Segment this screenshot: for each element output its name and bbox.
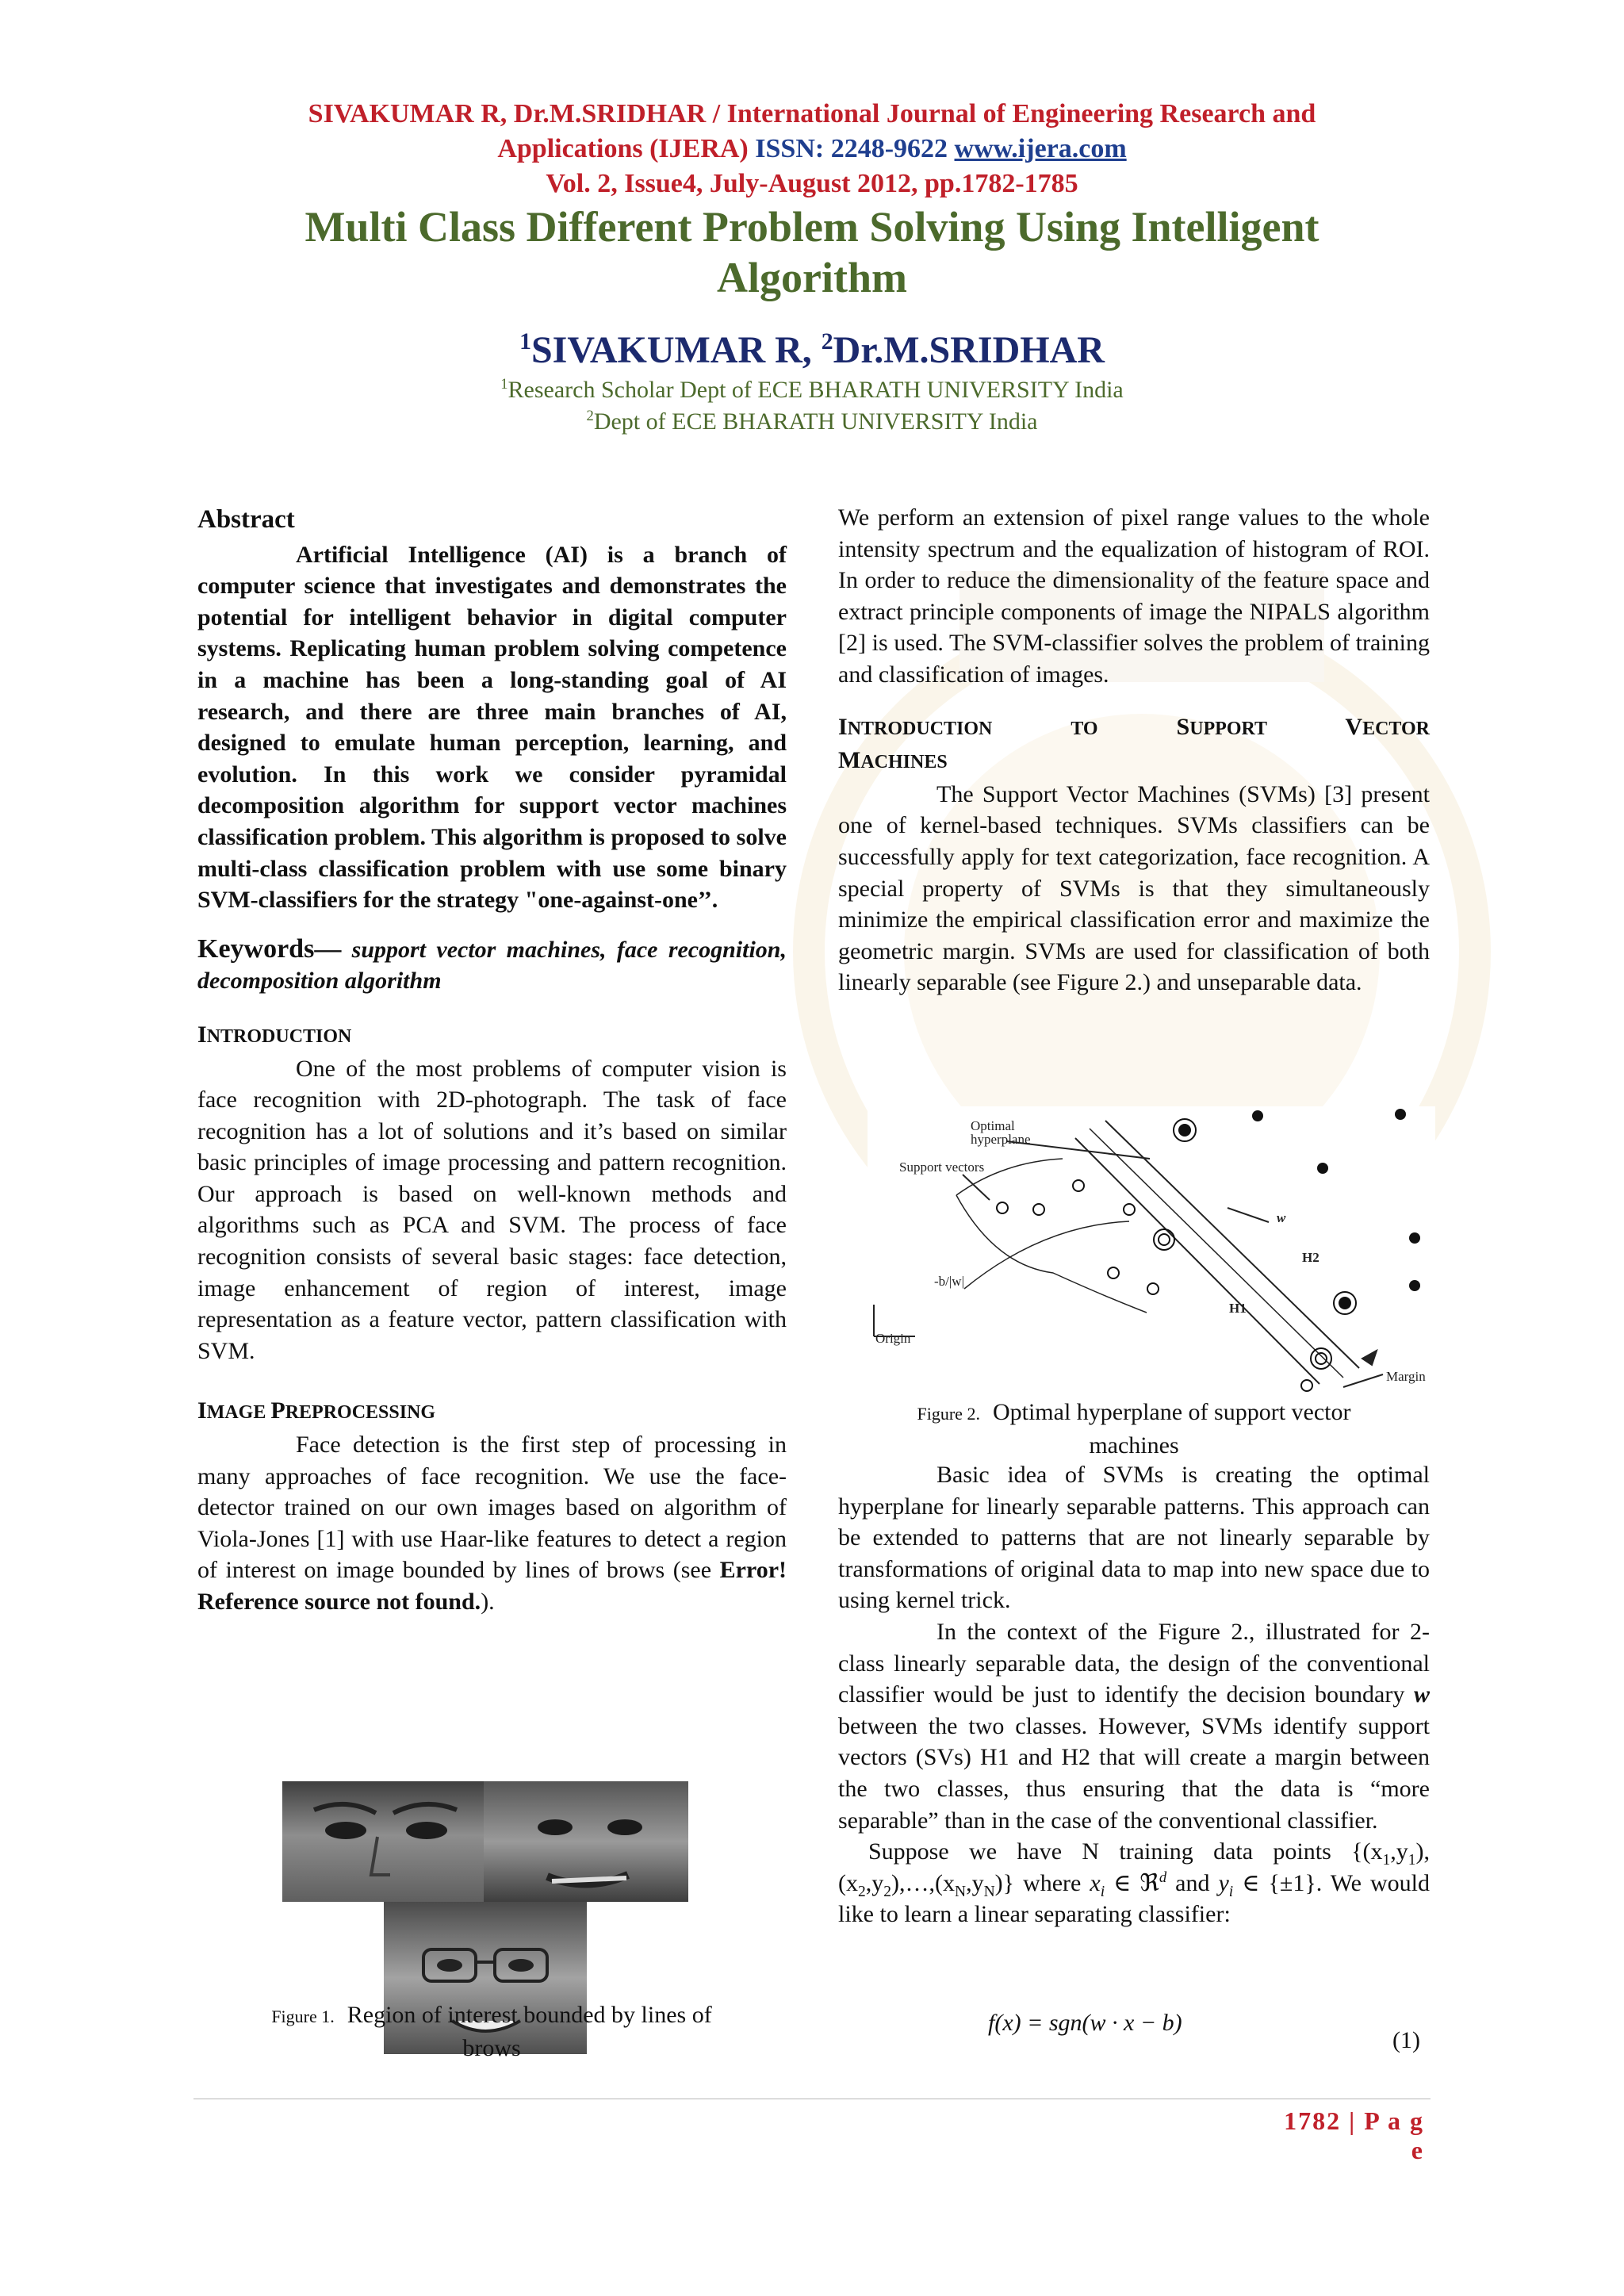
keywords: Keywords— support vector machines, face recognition, decomposition algorithm xyxy=(197,933,787,995)
introduction-heading: INTRODUCTION xyxy=(197,1021,352,1048)
label-margin: Margin xyxy=(1386,1369,1426,1384)
label-h1: H1 xyxy=(1229,1301,1247,1316)
basic-idea-text: Basic idea of SVMs is creating the optimal hyperplane for linearly separable patterns. This approach can be extended to patterns that are not linearly separable by transformations of original data to map into new space due to using kernel trick. xyxy=(838,1462,1430,1614)
label-h2: H2 xyxy=(1302,1250,1320,1265)
class-a-point xyxy=(1395,1109,1406,1120)
right-column-top: We perform an extension of pixel range values to the whole intensity spectrum and the equalization of histogram of ROI. In order to reduce the dimensionality of the feature space and extract principle components of image the NIPALS algorithm [2] is used. The SVM-classifier solves the problem of training and classification of images. INTRODUCTION TO SUPPORT VECTOR MACHINES The Support Vector Machines (SVMs) [3] present one of kernel-based techniques. SVMs classifiers can be successfully apply for text categorization, face recognition. A special property of SVMs is that they simultaneously minimize the empirical classification error and maximize the geometric margin. SVMs are used for classification of both linearly separable (see Figure 2.) and unseparable data. xyxy=(838,502,1430,999)
preprocessing-continued-text: We perform an extension of pixel range values to the whole intensity spectrum and the equalization of histogram of ROI. In order to reduce the dimensionality of the feature space and extract principle components of image the NIPALS algorithm [2] is used. The SVM-classifier solves the problem of training and classification of images. xyxy=(838,504,1430,688)
label-origin: Origin xyxy=(875,1331,911,1346)
error-reference: Error! Reference source not found. xyxy=(197,1557,787,1615)
left-column xyxy=(197,504,787,1618)
page-number: 1782 | P a g e xyxy=(1284,2106,1424,2164)
label-b-over-w: -b/|w| xyxy=(934,1274,964,1289)
svm-section-heading: INTRODUCTION TO SUPPORT VECTOR xyxy=(838,713,1430,740)
class-a-point xyxy=(1178,1124,1191,1137)
class-a-support-vector xyxy=(1339,1297,1351,1309)
journal-header-line1: SIVAKUMAR R, Dr.M.SRIDHAR / International Journal of Engineering Research and xyxy=(308,99,1316,128)
equation-1: f(x) = sgn(w · x − b) xyxy=(988,2010,1182,2036)
affiliation-1: $^1$Research Scholar Dept of ECE BHARATH UNIVERSITY India xyxy=(500,376,1124,403)
figure-1-caption: Figure 1. Region of interest bounded by lines of brows xyxy=(271,2002,712,2061)
face-photo-1 xyxy=(282,1781,484,1902)
preprocessing-heading: IMAGE PREPROCESSING xyxy=(197,1397,436,1424)
author-list: $^1$SIVAKUMAR R, $^2$Dr.M.SRIDHAR xyxy=(519,328,1105,371)
context-text: In the context of the Figure 2., illustrated for 2-class linearly separable data, the design of the conventional classifier would be just to identify the decision boundary w between the two classes. However, SVMs identify support vectors (SVs) H1 and H2 that will create a margin between the two classes, thus ensuring that the data is “more separable” than in the case of the conventional classifier. xyxy=(838,1618,1430,1834)
journal-header-name: Applications (IJERA) xyxy=(497,134,756,163)
label-support-vectors: Support vectors xyxy=(899,1159,985,1175)
preprocessing-text: Face detection is the first step of processing in many approaches of face recognition. We use the face-detector trained on our own images based on algorithm of Viola-Jones [1] with use Haar-like features to detect a region of interest on image bounded by lines of brows (see Error! Reference source not found.). xyxy=(197,1432,787,1615)
journal-header xyxy=(0,97,1624,201)
suppose-text: Suppose we have N training data points {$(x_1,y_1)$, $(x_2,y_2),\dots,(x_N,y_N)$} where $x_i$ ∈ ℜ$^d$ and $y_i$ ∈ {±1}. We would like to learn a linear separating classifier: xyxy=(838,1838,1430,1928)
class-a-point xyxy=(1409,1280,1420,1291)
abstract-heading: Abstract xyxy=(197,505,295,534)
journal-volume: Vol. 2, Issue4, July-August 2012, pp.1782-1785 xyxy=(546,169,1078,198)
journal-issn: ISSN: 2248-9622 xyxy=(755,134,955,163)
introduction-text: One of the most problems of computer vision is face recognition with 2D-photograph. The task of face recognition has a lot of solutions and it’s based on similar basic principles of image processing and pattern recognition. Our approach is based on well-known methods and algorithms such as PCA and SVM. The process of face recognition consists of several basic stages: face detection, image enhancement of region of interest, image representation as a feature vector, pattern classification with SVM. xyxy=(197,1055,787,1364)
class-a-point xyxy=(1252,1110,1263,1121)
class-a-point xyxy=(1409,1232,1420,1244)
label-w: w xyxy=(1277,1210,1286,1225)
face-photo-2 xyxy=(484,1781,688,1902)
right-column-bottom xyxy=(838,1459,1430,1930)
label-optimal: Optimal xyxy=(971,1118,1015,1133)
journal-website-link[interactable]: www.ijera.com xyxy=(954,134,1127,163)
paper-title: Multi Class Different Problem Solving Using Intelligent Algorithm xyxy=(304,203,1320,301)
class-a-point xyxy=(1317,1163,1328,1174)
equation-1-number: (1) xyxy=(1392,2027,1420,2053)
figure-2-hyperplane-diagram xyxy=(868,1106,1435,1396)
abstract-text: Artificial Intelligence (AI) is a branch of computer science that investigates and demonstrates the potential for intelligent behavior in digital computer systems. Replicating human problem solving competence in a machine has been a long-standing goal of AI research, and there are three main branches of AI, designed to emulate human perception, learning, and evolution. In this work we consider pyramidal decomposition algorithm for support vector machines classification problem. This algorithm is proposed to solve multi-class classification problem with use some binary SVM-classifiers for the strategy "one-against-one’’. xyxy=(197,541,787,914)
figure-2-caption: Figure 2. Optimal hyperplane of support vector machines xyxy=(917,1399,1351,1458)
svm-intro-text: The Support Vector Machines (SVMs) [3] present one of kernel-based techniques. SVMs classifiers can be successfully apply for text categorization, face recognition. A special property of SVMs is that they simultaneously minimize the empirical classification error and maximize the geometric margin. SVMs are used for classification of both linearly separable (see Figure 2.) and unseparable data. xyxy=(838,780,1430,996)
affiliation-2: $^2$Dept of ECE BHARATH UNIVERSITY India xyxy=(586,408,1038,435)
label-hyperplane: hyperplane xyxy=(971,1132,1031,1147)
